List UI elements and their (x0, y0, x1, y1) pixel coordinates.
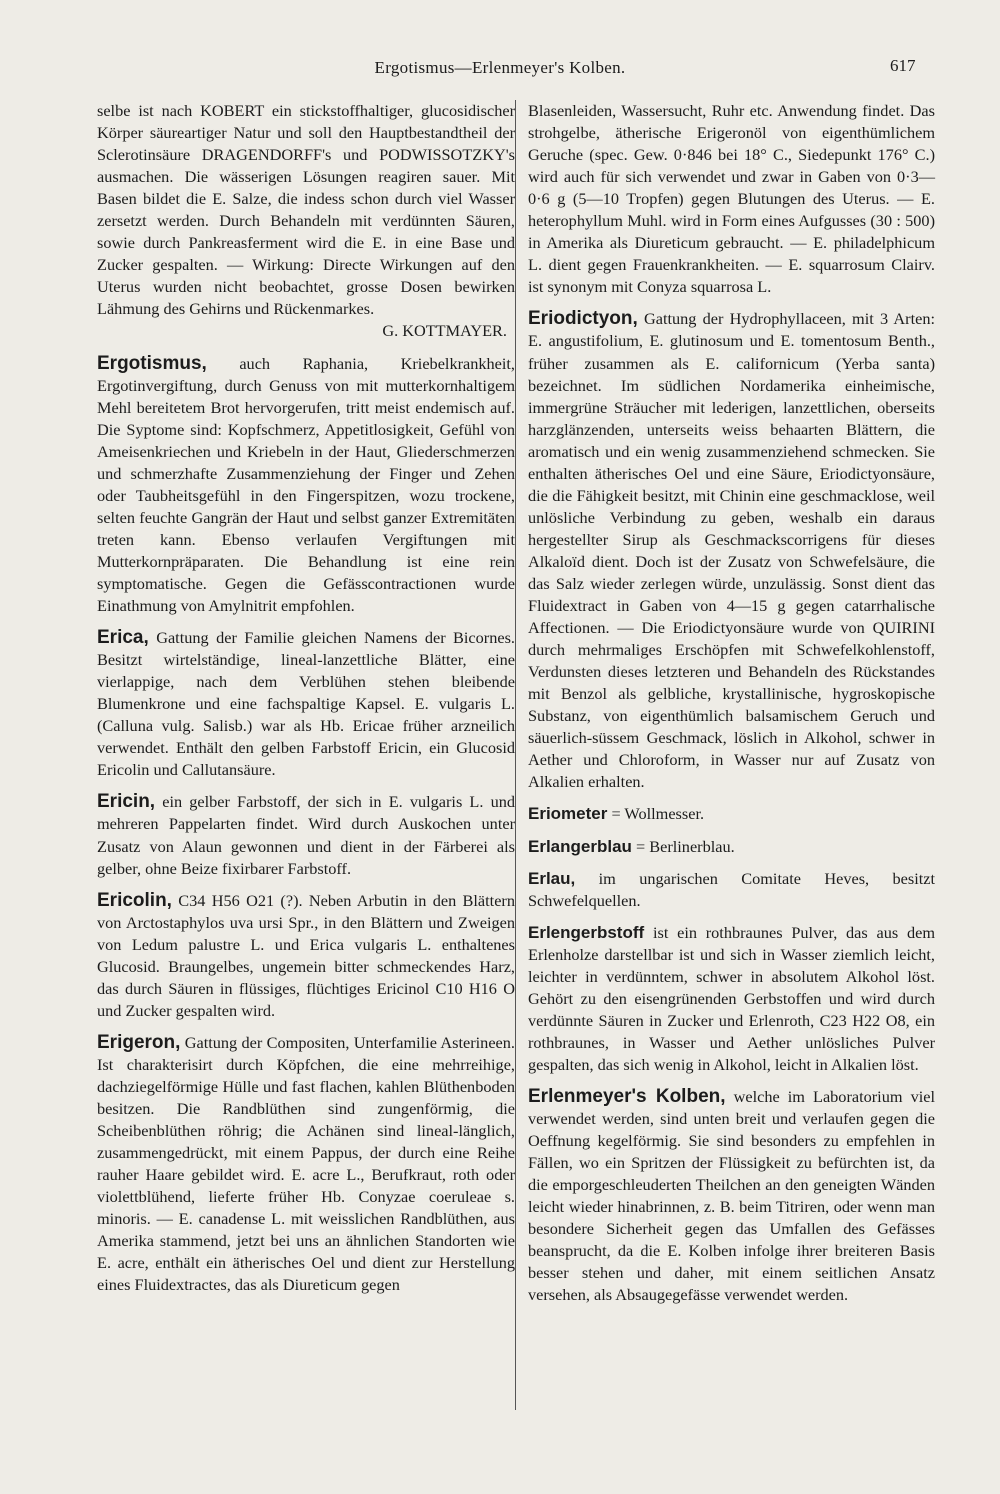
headword-eriodictyon: Eriodictyon, (528, 308, 638, 330)
headword-ericolin: Ericolin, (97, 889, 172, 911)
entry-text-erigeron: Gattung der Compositen, Unterfamilie Asterineen. Ist charakterisirt durch Köpfchen, die eine mehrreihige, dachziegelförmige Hülle und fast flachen, kahlen Blüthenboden besitzen. Die Randblüthen sind zungenförmig, die Scheibenblüthen röhrig; die Achänen sind lineal-länglich, zusammengedrückt, mit einem Pappus, der durch eine Reihe rauher Haare gebildet wird. E. acre L., Berufkraut, roth oder violettblühend, lieferte früher Hb. Conyzae coeruleae s. minoris. — E. canadense L. mit weisslichen Randblüthen, aus Amerika stammend, jetzt bei uns an ähnlichen Standorten wie E. acre, enthält ein ätherisches Oel und dient zur Herstellung eines Fluidextractes, das als Diureticum gegen (97, 1032, 515, 1295)
headword-ergotismus: Ergotismus, (97, 352, 207, 374)
entry-ericin (97, 791, 515, 879)
entry-text-erlau: im ungarischen Comitate Heves, besitzt Schwefelquellen. (528, 868, 935, 910)
headword-ericin: Ericin, (97, 791, 156, 813)
paragraph-continuation-right: Blasenleiden, Wassersucht, Ruhr etc. Anwendung findet. Das strohgelbe, ätherische Erigeronöl von eigenthümlichem Geruche (spec. Gew. 0·846 bei 18° C., Siedepunkt 176° C.) wird auch für sich verwendet und zwar in Gaben von 0·3—0·6 g (5—10 Tropfen) gegen Blutungen des Uterus. — E. heterophyllum Muhl. wird in Form eines Aufgusses (30 : 500) in Amerika als Diureticum gebraucht. — E. philadelphicum L. dient gegen Frauenkrankheiten. — E. squarrosum Clairv. ist synonym mit Conyza squarrosa L. (528, 101, 935, 297)
running-head: Ergotismus—Erlenmeyer's Kolben. (374, 58, 626, 77)
column-divider (515, 100, 516, 1410)
entry-erigeron (97, 1032, 515, 1297)
author-signature: G. KOTTMAYER. (382, 321, 507, 341)
entry-erica (97, 627, 515, 781)
entry-text-erlenmeyers-kolben: welche im Laboratorium viel verwendet werden, sind unten breit und verlaufen gegen die Oeffnung kegelförmig. Sie sind besonders zu empfehlen in Fällen, wo ein Spritzen der Flüssigkeit zu befürchten ist, da die emporgeschleuderten Theilchen an den geneigten Wänden leicht wieder hinabrinnen, z. B. beim Titriren, oder wenn man besondere Sicherheit gegen das Umfallen des Gefässes beansprucht, da die E. Kolben infolge ihrer breiteren Basis besser stehen und daher, mit einem seitlichen Ansatz versehen, als Absaugegefässe verwendet werden. (528, 1086, 935, 1305)
entry-text-erica: Gattung der Familie gleichen Namens der Bicornes. Besitzt wirtelständige, lineal-lanzettliche Blätter, eine vierlappige, nach dem Verblühen stehen bleibende Blumenkrone und eine fachspaltige Kapsel. E. vulgaris L. (Calluna vulg. Salisb.) war als Hb. Ericae früher arzneilich verwendet. Enthält den gelben Farbstoff Ericin, ein Glucosid Ericolin und Callutansäure. (97, 628, 515, 780)
entry-ergotismus (97, 353, 515, 618)
paragraph-continuation: selbe ist nach KOBERT ein stickstoffhaltiger, glucosidischer Körper säureartiger Natur und soll den Hauptbestandtheil der Sclerotinsäure DRAGENDORFF's und PODWISSOTZKY's ausmachen. Die wässerigen Lösungen reagiren sauer. Mit Basen bildet die E. Salze, die indess schon durch viel Wasser zersetzt werden. Durch Behandeln mit verdünnten Säuren, sowie durch Pankreasferment wird die E. in eine Base und Zucker gespalten. — Wirkung: Directe Wirkungen auf den Uterus wurden nicht beobachtet, grosse Dosen bewirken Lähmung des Gehirns und Rückenmarkes. (97, 101, 515, 319)
headword-erigeron: Erigeron, (97, 1031, 181, 1053)
headword-erlangerblau: Erlangerblau (528, 836, 632, 856)
entry-erlengerbstoff (528, 922, 935, 1076)
entry-text-ericolin: C34 H56 O21 (?). Neben Arbutin in den Blättern von Arctostaphylos uva ursi Spr., in den Blättern und Zweigen von Ledum palustre L. und Erica vulgaris L. enthaltenes Glucosid. Braungelbes, ungemein bitter schmeckendes Harz, das durch Säuren in flüssiges, flüchtiges Ericinol C10 H16 O und Zucker gespalten wird. (97, 890, 515, 1020)
entry-text-erlangerblau: = Berlinerblau. (636, 836, 735, 856)
headword-erlenmeyers-kolben: Erlenmeyer's Kolben, (528, 1085, 726, 1107)
headword-eriometer: Eriometer (528, 804, 608, 824)
entry-erlau (528, 868, 935, 912)
entry-eriodictyon (528, 308, 935, 793)
entry-text-ergotismus: auch Raphania, Kriebelkrankheit, Ergotinvergiftung, durch Genuss von mit mutterkornhaltigem Mehl bereitetem Brot hervorgerufen, tritt meist endemisch auf. Die Syptome sind: Kopfschmerz, Appetitlosigkeit, Gefühl von Ameisenkriechen und Kriebeln in der Haut, Gliederschmerzen und schmerzhafte Zusammenziehung der Finger und Zehen oder Taubheitsgefühl in den Fingerspitzen, wozu trockene, selten feuchte Gangrän der Haut und selbst ganzer Extremitäten treten kann. Ebenso verlaufen Vergiftungen mit Mutterkornpräparaten. Die Behandlung ist eine rein symptomatische. Gegen die Gefässcontractionen wurde Einathmung von Amylnitrit empfohlen. (97, 353, 515, 616)
entry-erlenmeyers-kolben (528, 1086, 935, 1306)
entry-text-erlengerbstoff: ist ein rothbraunes Pulver, das aus dem Erlenholze darstellbar ist und sich in Wasser ziemlich leicht, leichter in verdünntem, schwer in absolutem Alkohol löst. Gehört zu den eisengrünenden Gerbstoffen und wird durch verdünnte Säuren in Zucker und Erlenroth, C23 H22 O8, ein rothbraunes, in Wasser und Aether unlösliches Pulver gespalten, das sich wenig in Alkohol, leicht in Alkalien löst. (528, 922, 935, 1074)
entry-eriometer (528, 803, 935, 825)
headword-erlau: Erlau, (528, 868, 576, 888)
entry-text-eriometer: = Wollmesser. (611, 804, 705, 824)
headword-erica: Erica, (97, 627, 149, 649)
entry-erlangerblau (528, 836, 935, 858)
entry-ericolin (97, 890, 515, 1022)
right-column (528, 100, 935, 1306)
left-column (97, 100, 515, 1296)
entry-text-ericin: ein gelber Farbstoff, der sich in E. vulgaris L. und mehreren Pappelarten findet. Wird durch Auskochen unter Zusatz von Alaun gewonnen und dient in der Färberei als gelber, ohne Beize fixirbarer Farbstoff. (97, 792, 515, 878)
page-number: 617 (890, 56, 916, 75)
headword-erlengerbstoff: Erlengerbstoff (528, 922, 645, 942)
entry-text-eriodictyon: Gattung der Hydrophyllaceen, mit 3 Arten: E. angustifolium, E. glutinosum und E. tomentosum Benth., früher zusammen als E. californicum (Yerba santa) bezeichnet. Im südlichen Nordamerika einheimische, immergrüne Sträucher mit lederigen, lanzettlichen, oberseits harzglänzenden, unterseits weiss behaarten Blättern, die aromatisch und ein wenig zusammenziehend schmecken. Sie enthalten ätherisches Oel und eine Säure, Eriodictyonsäure, die die Fähigkeit besitzt, mit Chinin eine geschmacklose, weil unlösliche Verbindung zu geben, weshalb ein daraus hergestellter Sirup als Geschmackscorrigens für dieses Alkaloïd dient. Doch ist der Zusatz von Schwefelsäure, die das Salz wieder zerlegen würde, unzulässig. Sonst dient das Fluidextract in Gaben von 4—15 g gegen catarrhalische Affectionen. — Die Eriodictyonsäure wurde von QUIRINI durch mehrmaliges Erschöpfen mit Schwefelkohlenstoff, Verdunsten dieses letzteren und Behandeln des Rückstandes mit Benzol als gelbliche, krystallinische, hygroskopische Substanz, von eigenthümlich balsamischem Geruch und säuerlich-süssem Geschmack, löslich in Alkohol, schwer in Aether und Chloroform, in Wasser nur auf Zusatz von Alkalien erhalten. (528, 309, 935, 792)
